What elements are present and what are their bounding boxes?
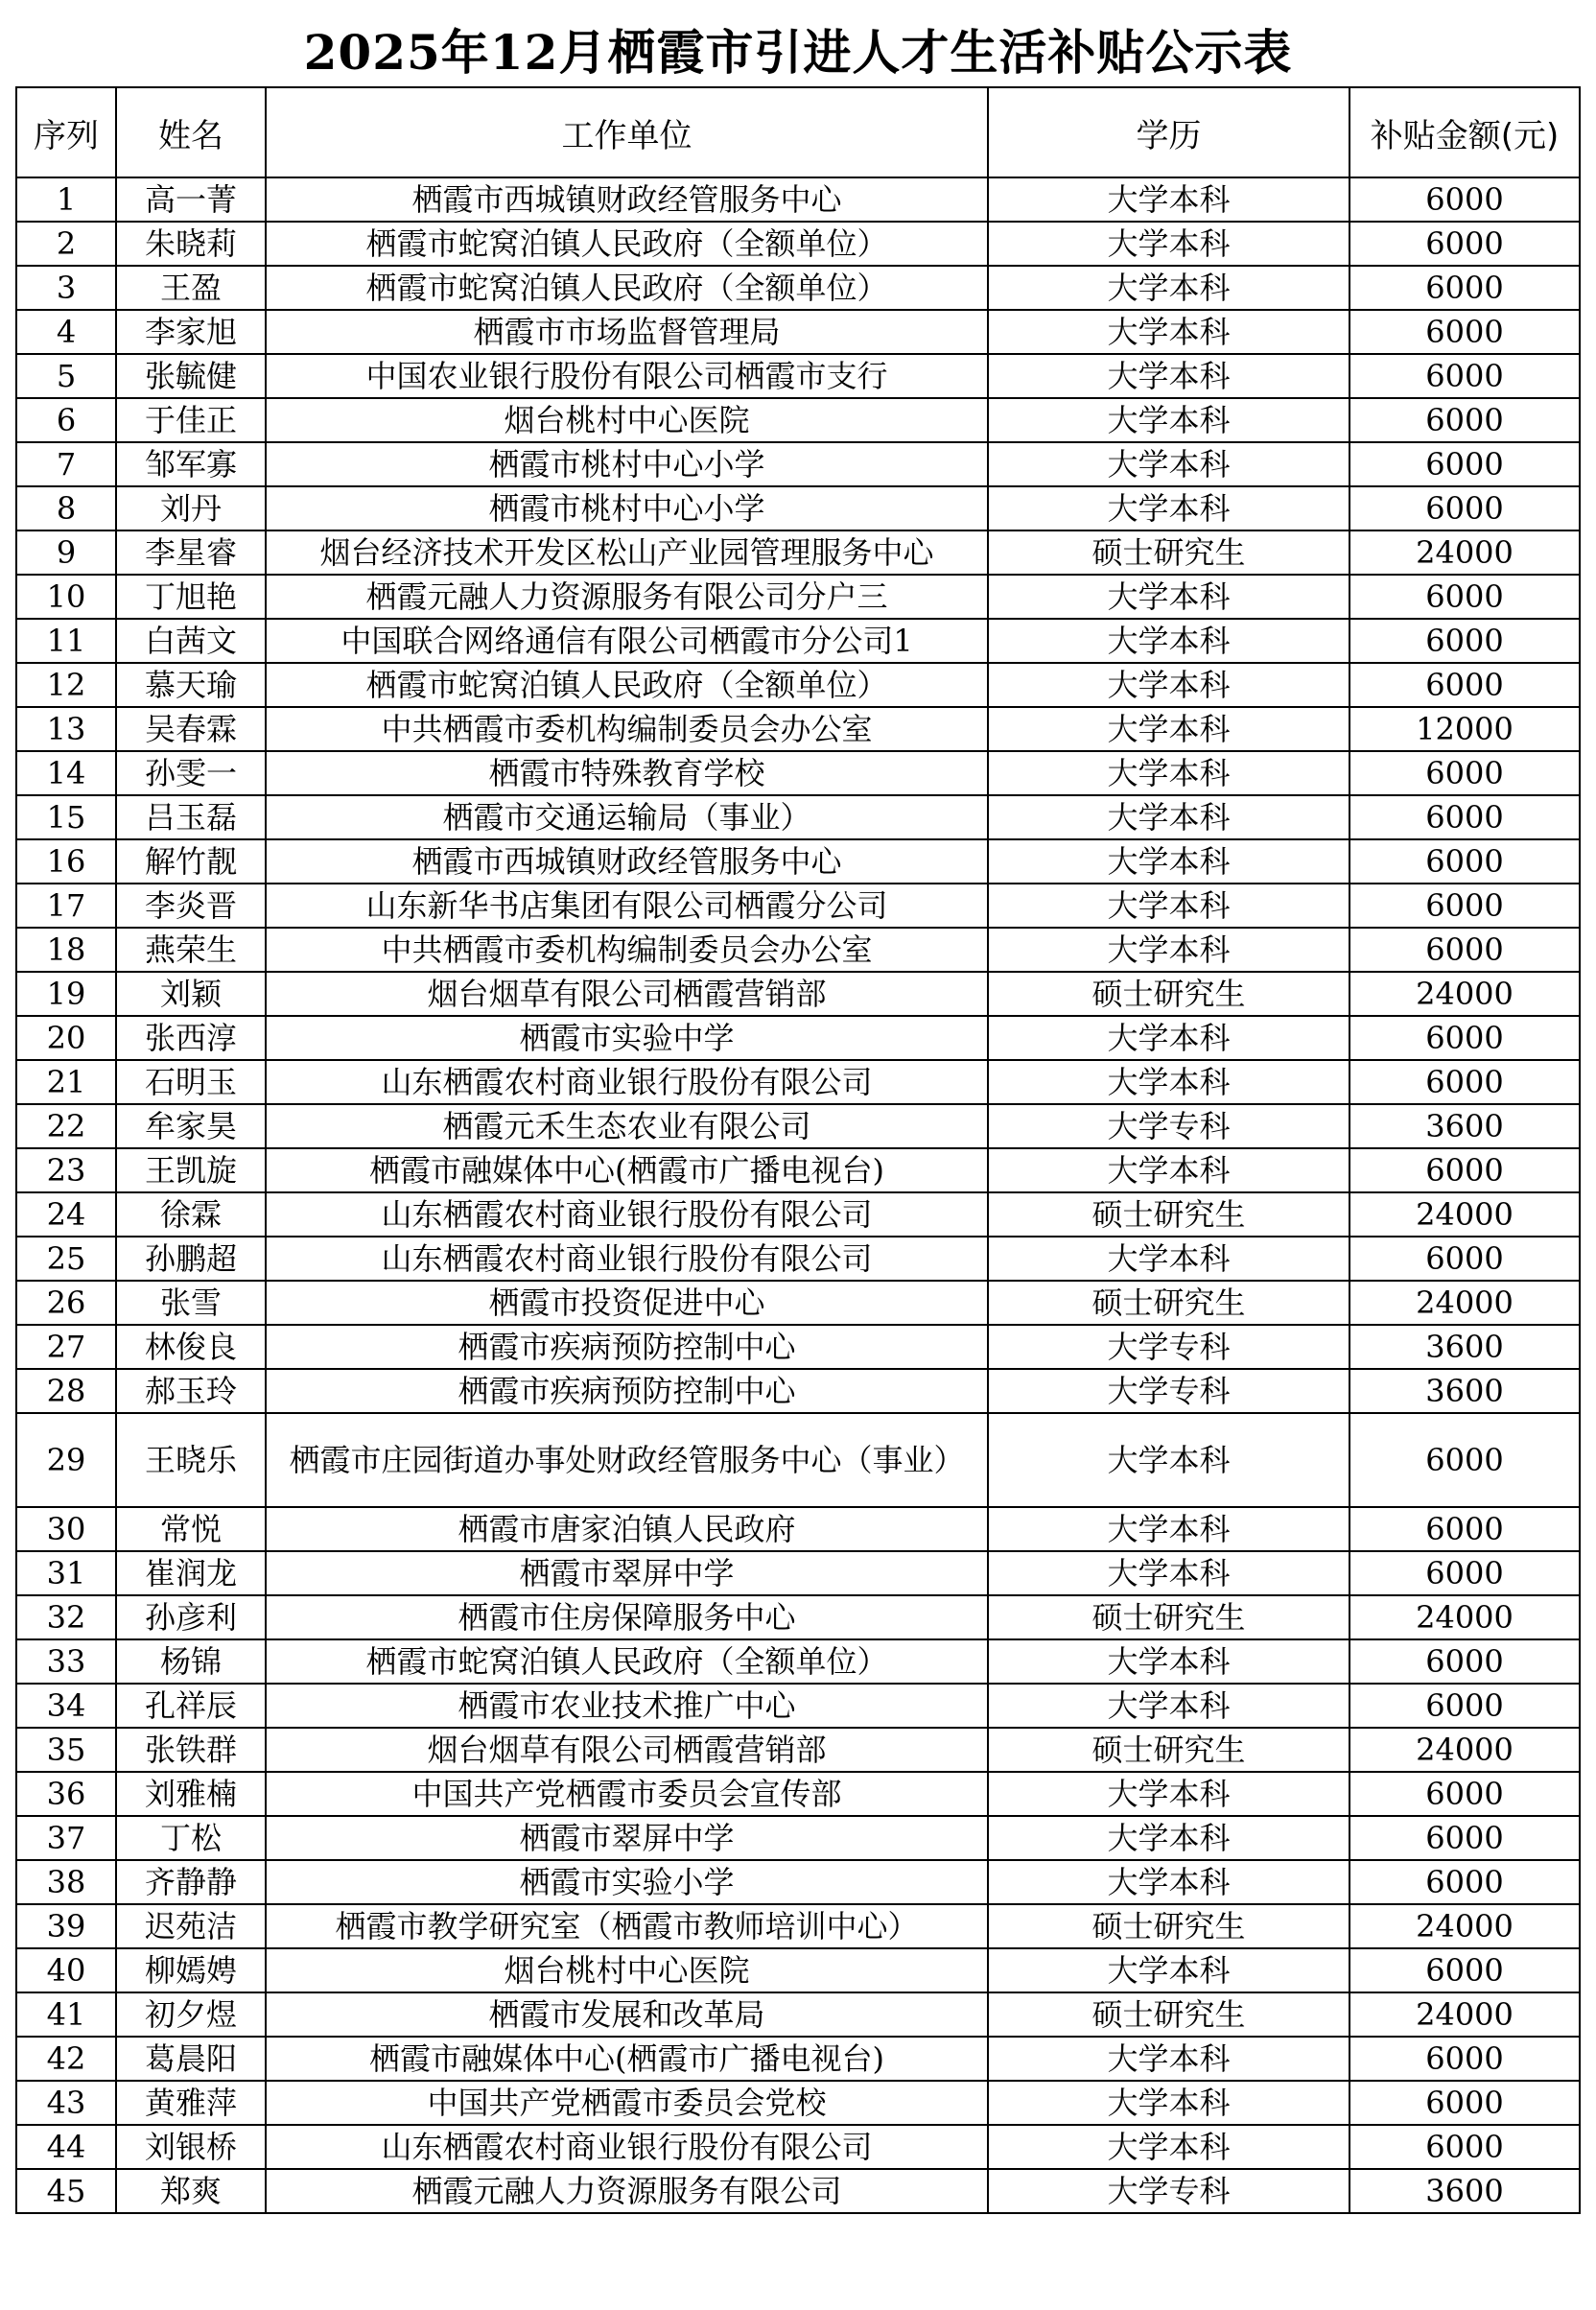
cell-name: 王晓乐 — [116, 1413, 266, 1507]
cell-name: 张雪 — [116, 1281, 266, 1325]
cell-index: 14 — [16, 751, 116, 795]
cell-amount: 24000 — [1350, 1595, 1580, 1639]
cell-unit: 栖霞市西城镇财政经管服务中心 — [266, 177, 988, 222]
cell-index: 28 — [16, 1369, 116, 1413]
table-row — [16, 1684, 1580, 1728]
column-header-unit: 工作单位 — [266, 87, 988, 177]
cell-unit: 栖霞市交通运输局（事业） — [266, 795, 988, 839]
cell-unit: 栖霞市实验中学 — [266, 1016, 988, 1060]
cell-index: 17 — [16, 884, 116, 928]
cell-unit: 栖霞市市场监督管理局 — [266, 310, 988, 354]
cell-index: 2 — [16, 222, 116, 266]
cell-amount: 6000 — [1350, 795, 1580, 839]
cell-name: 郑爽 — [116, 2169, 266, 2213]
cell-amount: 6000 — [1350, 1413, 1580, 1507]
cell-amount: 6000 — [1350, 2037, 1580, 2081]
cell-unit: 栖霞市特殊教育学校 — [266, 751, 988, 795]
cell-index: 40 — [16, 1948, 116, 1992]
cell-amount: 6000 — [1350, 2081, 1580, 2125]
cell-unit: 中国联合网络通信有限公司栖霞市分公司1 — [266, 619, 988, 663]
table-body — [16, 177, 1580, 2213]
cell-name: 刘颖 — [116, 972, 266, 1016]
table-row — [16, 530, 1580, 575]
cell-unit: 山东栖霞农村商业银行股份有限公司 — [266, 1060, 988, 1104]
cell-index: 43 — [16, 2081, 116, 2125]
cell-unit: 山东栖霞农村商业银行股份有限公司 — [266, 1237, 988, 1281]
cell-index: 6 — [16, 398, 116, 442]
cell-name: 邹军寡 — [116, 442, 266, 486]
table-row — [16, 177, 1580, 222]
cell-unit: 栖霞市翠屏中学 — [266, 1816, 988, 1860]
cell-education: 大学专科 — [988, 2169, 1350, 2213]
cell-index: 23 — [16, 1148, 116, 1192]
cell-unit: 山东栖霞农村商业银行股份有限公司 — [266, 2125, 988, 2169]
cell-amount: 3600 — [1350, 2169, 1580, 2213]
cell-unit: 栖霞市疾病预防控制中心 — [266, 1369, 988, 1413]
table-row — [16, 1904, 1580, 1948]
cell-education: 大学本科 — [988, 486, 1350, 530]
cell-name: 吕玉磊 — [116, 795, 266, 839]
cell-unit: 栖霞元禾生态农业有限公司 — [266, 1104, 988, 1148]
cell-index: 44 — [16, 2125, 116, 2169]
cell-education: 大学本科 — [988, 2125, 1350, 2169]
cell-name: 李炎晋 — [116, 884, 266, 928]
table-row — [16, 795, 1580, 839]
table-row — [16, 266, 1580, 310]
cell-unit: 烟台桃村中心医院 — [266, 1948, 988, 1992]
cell-education: 大学本科 — [988, 177, 1350, 222]
cell-unit: 烟台烟草有限公司栖霞营销部 — [266, 972, 988, 1016]
table-row — [16, 2169, 1580, 2213]
cell-amount: 24000 — [1350, 1192, 1580, 1237]
cell-education: 硕士研究生 — [988, 1904, 1350, 1948]
cell-name: 徐霖 — [116, 1192, 266, 1237]
table-row — [16, 1551, 1580, 1595]
cell-name: 丁旭艳 — [116, 575, 266, 619]
cell-unit: 栖霞市投资促进中心 — [266, 1281, 988, 1325]
column-header-amount: 补贴金额(元) — [1350, 87, 1580, 177]
table-row — [16, 884, 1580, 928]
cell-index: 24 — [16, 1192, 116, 1237]
table-row — [16, 1728, 1580, 1772]
table-row — [16, 1148, 1580, 1192]
cell-education: 大学本科 — [988, 839, 1350, 884]
table-row — [16, 1237, 1580, 1281]
cell-name: 孔祥辰 — [116, 1684, 266, 1728]
cell-education: 大学本科 — [988, 575, 1350, 619]
cell-amount: 24000 — [1350, 1904, 1580, 1948]
table-row — [16, 2037, 1580, 2081]
table-row — [16, 1507, 1580, 1551]
cell-unit: 烟台经济技术开发区松山产业园管理服务中心 — [266, 530, 988, 575]
cell-unit: 栖霞市西城镇财政经管服务中心 — [266, 839, 988, 884]
cell-education: 大学本科 — [988, 1016, 1350, 1060]
cell-amount: 6000 — [1350, 177, 1580, 222]
cell-education: 大学本科 — [988, 1060, 1350, 1104]
cell-index: 15 — [16, 795, 116, 839]
cell-unit: 栖霞市融媒体中心(栖霞市广播电视台) — [266, 2037, 988, 2081]
cell-amount: 12000 — [1350, 707, 1580, 751]
cell-amount: 6000 — [1350, 1948, 1580, 1992]
cell-amount: 6000 — [1350, 354, 1580, 398]
cell-index: 26 — [16, 1281, 116, 1325]
table-row — [16, 354, 1580, 398]
cell-unit: 栖霞市融媒体中心(栖霞市广播电视台) — [266, 1148, 988, 1192]
cell-education: 硕士研究生 — [988, 1281, 1350, 1325]
cell-name: 孙雯一 — [116, 751, 266, 795]
cell-name: 刘银桥 — [116, 2125, 266, 2169]
column-header-education: 学历 — [988, 87, 1350, 177]
cell-name: 燕荣生 — [116, 928, 266, 972]
cell-unit: 烟台桃村中心医院 — [266, 398, 988, 442]
table-row — [16, 1369, 1580, 1413]
cell-index: 36 — [16, 1772, 116, 1816]
cell-name: 刘丹 — [116, 486, 266, 530]
cell-education: 大学本科 — [988, 663, 1350, 707]
cell-unit: 栖霞市唐家泊镇人民政府 — [266, 1507, 988, 1551]
cell-education: 大学专科 — [988, 1104, 1350, 1148]
cell-amount: 6000 — [1350, 222, 1580, 266]
cell-education: 硕士研究生 — [988, 1992, 1350, 2037]
cell-index: 11 — [16, 619, 116, 663]
cell-education: 硕士研究生 — [988, 1595, 1350, 1639]
cell-unit: 栖霞市教学研究室（栖霞市教师培训中心） — [266, 1904, 988, 1948]
cell-education: 大学本科 — [988, 928, 1350, 972]
cell-name: 常悦 — [116, 1507, 266, 1551]
cell-name: 慕天瑜 — [116, 663, 266, 707]
cell-education: 大学本科 — [988, 1948, 1350, 1992]
cell-amount: 6000 — [1350, 751, 1580, 795]
cell-unit: 栖霞市住房保障服务中心 — [266, 1595, 988, 1639]
cell-amount: 6000 — [1350, 1237, 1580, 1281]
cell-amount: 6000 — [1350, 884, 1580, 928]
cell-name: 杨锦 — [116, 1639, 266, 1684]
cell-education: 大学本科 — [988, 1816, 1350, 1860]
cell-index: 41 — [16, 1992, 116, 2037]
cell-amount: 6000 — [1350, 619, 1580, 663]
cell-unit: 栖霞市蛇窝泊镇人民政府（全额单位） — [266, 222, 988, 266]
cell-name: 王凯旋 — [116, 1148, 266, 1192]
cell-education: 大学本科 — [988, 1772, 1350, 1816]
cell-unit: 栖霞市桃村中心小学 — [266, 442, 988, 486]
cell-index: 35 — [16, 1728, 116, 1772]
cell-unit: 栖霞市蛇窝泊镇人民政府（全额单位） — [266, 663, 988, 707]
cell-education: 大学本科 — [988, 2037, 1350, 2081]
table-row — [16, 575, 1580, 619]
cell-amount: 6000 — [1350, 1507, 1580, 1551]
cell-education: 大学本科 — [988, 398, 1350, 442]
table-row — [16, 1016, 1580, 1060]
cell-index: 19 — [16, 972, 116, 1016]
table-row — [16, 398, 1580, 442]
table-row — [16, 707, 1580, 751]
cell-index: 9 — [16, 530, 116, 575]
cell-education: 大学本科 — [988, 266, 1350, 310]
cell-education: 大学本科 — [988, 795, 1350, 839]
cell-unit: 栖霞元融人力资源服务有限公司分户三 — [266, 575, 988, 619]
cell-name: 牟家昊 — [116, 1104, 266, 1148]
cell-amount: 6000 — [1350, 1860, 1580, 1904]
cell-unit: 栖霞市庄园街道办事处财政经管服务中心（事业） — [266, 1413, 988, 1507]
cell-unit: 栖霞市实验小学 — [266, 1860, 988, 1904]
table-row — [16, 1325, 1580, 1369]
cell-education: 大学本科 — [988, 884, 1350, 928]
cell-name: 柳嫣娉 — [116, 1948, 266, 1992]
cell-education: 硕士研究生 — [988, 530, 1350, 575]
cell-education: 大学本科 — [988, 1237, 1350, 1281]
cell-education: 大学本科 — [988, 2081, 1350, 2125]
cell-name: 石明玉 — [116, 1060, 266, 1104]
cell-amount: 6000 — [1350, 839, 1580, 884]
cell-amount: 6000 — [1350, 1684, 1580, 1728]
cell-index: 3 — [16, 266, 116, 310]
cell-index: 4 — [16, 310, 116, 354]
cell-education: 硕士研究生 — [988, 972, 1350, 1016]
cell-index: 10 — [16, 575, 116, 619]
cell-name: 张铁群 — [116, 1728, 266, 1772]
cell-index: 33 — [16, 1639, 116, 1684]
cell-unit: 栖霞市翠屏中学 — [266, 1551, 988, 1595]
column-header-index: 序列 — [16, 87, 116, 177]
cell-education: 大学本科 — [988, 1413, 1350, 1507]
cell-education: 大学本科 — [988, 751, 1350, 795]
cell-unit: 栖霞市桃村中心小学 — [266, 486, 988, 530]
cell-amount: 6000 — [1350, 1016, 1580, 1060]
table-row — [16, 222, 1580, 266]
cell-index: 34 — [16, 1684, 116, 1728]
table-row — [16, 1192, 1580, 1237]
cell-unit: 栖霞元融人力资源服务有限公司 — [266, 2169, 988, 2213]
cell-amount: 6000 — [1350, 2125, 1580, 2169]
cell-amount: 6000 — [1350, 266, 1580, 310]
cell-name: 张西淳 — [116, 1016, 266, 1060]
cell-index: 8 — [16, 486, 116, 530]
cell-education: 大学本科 — [988, 354, 1350, 398]
cell-education: 大学本科 — [988, 619, 1350, 663]
cell-name: 迟苑洁 — [116, 1904, 266, 1948]
cell-name: 张毓健 — [116, 354, 266, 398]
cell-unit: 山东栖霞农村商业银行股份有限公司 — [266, 1192, 988, 1237]
cell-index: 5 — [16, 354, 116, 398]
cell-education: 大学本科 — [988, 222, 1350, 266]
cell-amount: 6000 — [1350, 1148, 1580, 1192]
cell-amount: 6000 — [1350, 928, 1580, 972]
column-header-name: 姓名 — [116, 87, 266, 177]
table-row — [16, 619, 1580, 663]
cell-amount: 24000 — [1350, 1992, 1580, 2037]
cell-index: 29 — [16, 1413, 116, 1507]
cell-education: 大学专科 — [988, 1369, 1350, 1413]
cell-amount: 24000 — [1350, 1728, 1580, 1772]
cell-amount: 6000 — [1350, 1060, 1580, 1104]
cell-education: 大学本科 — [988, 1860, 1350, 1904]
cell-name: 刘雅楠 — [116, 1772, 266, 1816]
cell-index: 7 — [16, 442, 116, 486]
cell-index: 37 — [16, 1816, 116, 1860]
table-row — [16, 1595, 1580, 1639]
table-row — [16, 1992, 1580, 2037]
table-row — [16, 2125, 1580, 2169]
cell-amount: 24000 — [1350, 1281, 1580, 1325]
cell-name: 白茜文 — [116, 619, 266, 663]
table-row — [16, 663, 1580, 707]
cell-name: 初夕煜 — [116, 1992, 266, 2037]
cell-name: 葛晨阳 — [116, 2037, 266, 2081]
cell-name: 解竹靓 — [116, 839, 266, 884]
cell-index: 16 — [16, 839, 116, 884]
cell-name: 丁松 — [116, 1816, 266, 1860]
table-row — [16, 442, 1580, 486]
table-row — [16, 486, 1580, 530]
cell-amount: 6000 — [1350, 486, 1580, 530]
cell-index: 42 — [16, 2037, 116, 2081]
cell-name: 孙鹏超 — [116, 1237, 266, 1281]
cell-index: 27 — [16, 1325, 116, 1369]
cell-amount: 6000 — [1350, 1639, 1580, 1684]
table-row — [16, 928, 1580, 972]
table-row — [16, 839, 1580, 884]
table-row — [16, 1816, 1580, 1860]
cell-education: 硕士研究生 — [988, 1192, 1350, 1237]
cell-index: 13 — [16, 707, 116, 751]
table-row — [16, 1772, 1580, 1816]
cell-index: 38 — [16, 1860, 116, 1904]
cell-name: 林俊良 — [116, 1325, 266, 1369]
cell-index: 21 — [16, 1060, 116, 1104]
cell-index: 22 — [16, 1104, 116, 1148]
cell-education: 大学本科 — [988, 1639, 1350, 1684]
cell-index: 31 — [16, 1551, 116, 1595]
cell-index: 25 — [16, 1237, 116, 1281]
cell-index: 20 — [16, 1016, 116, 1060]
cell-unit: 栖霞市疾病预防控制中心 — [266, 1325, 988, 1369]
table-row — [16, 751, 1580, 795]
cell-amount: 24000 — [1350, 530, 1580, 575]
table-row — [16, 1639, 1580, 1684]
table-header-row — [16, 87, 1580, 177]
cell-index: 30 — [16, 1507, 116, 1551]
cell-amount: 3600 — [1350, 1104, 1580, 1148]
table-row — [16, 1060, 1580, 1104]
cell-unit: 中国共产党栖霞市委员会党校 — [266, 2081, 988, 2125]
cell-unit: 烟台烟草有限公司栖霞营销部 — [266, 1728, 988, 1772]
cell-education: 大学本科 — [988, 1507, 1350, 1551]
cell-index: 32 — [16, 1595, 116, 1639]
page-title: 2025年12月栖霞市引进人才生活补贴公示表 — [303, 24, 1293, 81]
table-row — [16, 310, 1580, 354]
cell-amount: 6000 — [1350, 1816, 1580, 1860]
cell-name: 王盈 — [116, 266, 266, 310]
cell-unit: 中国农业银行股份有限公司栖霞市支行 — [266, 354, 988, 398]
cell-amount: 6000 — [1350, 1551, 1580, 1595]
cell-unit: 栖霞市农业技术推广中心 — [266, 1684, 988, 1728]
cell-amount: 3600 — [1350, 1325, 1580, 1369]
cell-amount: 6000 — [1350, 310, 1580, 354]
cell-name: 孙彦利 — [116, 1595, 266, 1639]
cell-amount: 6000 — [1350, 1772, 1580, 1816]
cell-amount: 6000 — [1350, 575, 1580, 619]
cell-name: 黄雅萍 — [116, 2081, 266, 2125]
table-row — [16, 1104, 1580, 1148]
cell-name: 崔润龙 — [116, 1551, 266, 1595]
subsidy-table — [15, 86, 1581, 2214]
cell-amount: 6000 — [1350, 398, 1580, 442]
cell-unit: 山东新华书店集团有限公司栖霞分公司 — [266, 884, 988, 928]
cell-education: 硕士研究生 — [988, 1728, 1350, 1772]
cell-education: 大学专科 — [988, 1325, 1350, 1369]
cell-unit: 中国共产党栖霞市委员会宣传部 — [266, 1772, 988, 1816]
cell-name: 李星睿 — [116, 530, 266, 575]
cell-amount: 24000 — [1350, 972, 1580, 1016]
cell-name: 朱晓莉 — [116, 222, 266, 266]
cell-name: 高一菁 — [116, 177, 266, 222]
cell-education: 大学本科 — [988, 1551, 1350, 1595]
cell-education: 大学本科 — [988, 707, 1350, 751]
cell-amount: 6000 — [1350, 663, 1580, 707]
cell-unit: 中共栖霞市委机构编制委员会办公室 — [266, 707, 988, 751]
table-row — [16, 1948, 1580, 1992]
cell-unit: 栖霞市蛇窝泊镇人民政府（全额单位） — [266, 266, 988, 310]
cell-index: 45 — [16, 2169, 116, 2213]
cell-name: 李家旭 — [116, 310, 266, 354]
table-row — [16, 1281, 1580, 1325]
cell-education: 大学本科 — [988, 1148, 1350, 1192]
cell-education: 大学本科 — [988, 1684, 1350, 1728]
cell-education: 大学本科 — [988, 310, 1350, 354]
cell-education: 大学本科 — [988, 442, 1350, 486]
cell-name: 吴春霖 — [116, 707, 266, 751]
cell-unit: 栖霞市发展和改革局 — [266, 1992, 988, 2037]
cell-name: 郝玉玲 — [116, 1369, 266, 1413]
cell-index: 1 — [16, 177, 116, 222]
cell-unit: 中共栖霞市委机构编制委员会办公室 — [266, 928, 988, 972]
cell-index: 18 — [16, 928, 116, 972]
table-row — [16, 972, 1580, 1016]
cell-index: 39 — [16, 1904, 116, 1948]
cell-amount: 3600 — [1350, 1369, 1580, 1413]
cell-amount: 6000 — [1350, 442, 1580, 486]
table-row — [16, 1413, 1580, 1507]
cell-index: 12 — [16, 663, 116, 707]
cell-name: 于佳正 — [116, 398, 266, 442]
cell-name: 齐静静 — [116, 1860, 266, 1904]
cell-unit: 栖霞市蛇窝泊镇人民政府（全额单位） — [266, 1639, 988, 1684]
table-row — [16, 1860, 1580, 1904]
table-row — [16, 2081, 1580, 2125]
